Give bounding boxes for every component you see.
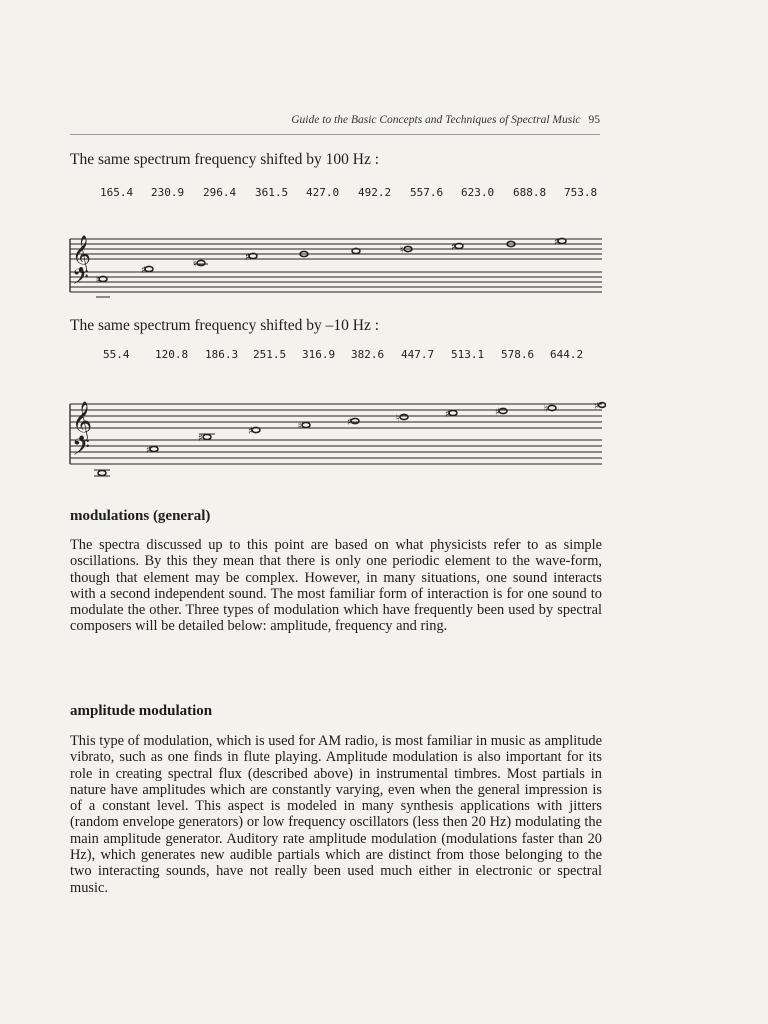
- frequency-value: 557.6: [410, 186, 444, 199]
- frequency-value: 623.0: [461, 186, 495, 199]
- natural-icon: ♮: [400, 245, 404, 256]
- frequency-value: 382.6: [351, 348, 385, 361]
- frequency-value: 427.0: [306, 186, 340, 199]
- paragraph-modulations: The spectra discussed up to this point are based on what physicists refer to as simple oscillations. By this they mean that there is only one periodic element to the wave-form, though that element may be complex. However, in many situations, one sound interacts with a second independent sound. The most familiar form of interaction is for one sound to modulate the other. Three types of modulation which have frequently been used by spectral composers will be detailed below: amplitude, frequency and ring.: [70, 537, 602, 635]
- example-2-heading: The same spectrum frequency shifted by –10 Hz :: [70, 317, 380, 334]
- bass-clef-icon: 𝄢: [72, 265, 89, 295]
- sharp-icon: ♯: [245, 252, 250, 263]
- natural-icon: ♮: [544, 404, 548, 415]
- sharp-icon: ♯: [451, 242, 456, 253]
- frequency-value: 55.4: [103, 348, 130, 361]
- frequency-value: 361.5: [255, 186, 289, 199]
- whole-note: [352, 248, 360, 253]
- whole-note: [400, 414, 408, 419]
- frequency-value: 492.2: [358, 186, 392, 199]
- example-1-heading: The same spectrum frequency shifted by 100 Hz :: [70, 151, 380, 168]
- sharp-icon: ♯: [554, 237, 559, 248]
- whole-note: [197, 260, 205, 265]
- frequency-value: 753.8: [564, 186, 598, 199]
- natural-icon: ♮: [96, 275, 100, 286]
- whole-note: [449, 410, 457, 415]
- frequency-value: 578.6: [501, 348, 535, 361]
- sharp-icon: ♯: [248, 426, 253, 437]
- frequency-value: 296.4: [203, 186, 237, 199]
- whole-note: [499, 408, 507, 413]
- treble-clef-icon: 𝄞: [72, 401, 93, 441]
- frequency-value: 447.7: [401, 348, 435, 361]
- sharp-icon: ♯: [445, 409, 450, 420]
- frequency-value: 688.8: [513, 186, 547, 199]
- section-heading-modulations: modulations (general): [70, 508, 211, 524]
- sharp-icon: ♯: [141, 265, 146, 276]
- whole-note: [548, 405, 556, 410]
- whole-note: [203, 434, 211, 439]
- natural-icon: ♮: [396, 413, 400, 424]
- sharp-icon: ♯: [594, 401, 599, 412]
- sharp-icon: ♯: [495, 407, 500, 418]
- sharp-icon: ♯: [198, 433, 203, 444]
- whole-note: [150, 446, 158, 451]
- whole-note: [252, 427, 260, 432]
- natural-icon: ♮: [298, 421, 302, 432]
- running-head: [70, 114, 600, 126]
- frequency-value: 513.1: [451, 348, 485, 361]
- whole-note: [351, 418, 359, 423]
- example-1-frequencies: [70, 186, 600, 200]
- grand-staff-example-2: [66, 392, 606, 478]
- whole-note: [99, 276, 107, 281]
- page-number: 95: [588, 114, 600, 126]
- frequency-value: 644.2: [550, 348, 584, 361]
- whole-note: [302, 422, 310, 427]
- frequency-value: 165.4: [100, 186, 134, 199]
- running-title: Guide to the Basic Concepts and Techniques of Spectral Music: [291, 114, 581, 126]
- frequency-value: 120.8: [155, 348, 189, 361]
- whole-note: [249, 253, 257, 258]
- frequency-value: 230.9: [151, 186, 185, 199]
- treble-clef-icon: 𝄞: [72, 234, 91, 272]
- header-rule: [70, 134, 600, 135]
- grand-staff-example-1: [66, 228, 606, 300]
- frequency-value: 251.5: [253, 348, 287, 361]
- sharp-icon: ♯: [146, 445, 151, 456]
- whole-note: [599, 403, 606, 408]
- natural-icon: ♮: [193, 259, 197, 270]
- whole-note: [558, 238, 566, 243]
- frequency-value: 186.3: [205, 348, 239, 361]
- section-heading-amplitude-modulation: amplitude modulation: [70, 703, 213, 719]
- frequency-value: 316.9: [302, 348, 336, 361]
- sharp-icon: ♯: [347, 417, 352, 428]
- whole-note: [145, 266, 153, 271]
- bass-clef-icon: 𝄢: [72, 433, 91, 466]
- example-2-frequencies: [70, 348, 600, 362]
- paragraph-amplitude-modulation: This type of modulation, which is used for AM radio, is most familiar in music as amplitude vibrato, such as one finds in flute playing. Amplitude modulation is also important for its role in creating spectral flux (described above) in instrumental timbres. Most partials in nature have amplitudes which are constantly varying, even when the general impression is of a constant level. This aspect is modeled in many synthesis applications with jitters (random envelope generators) or low frequency oscillators (less then 20 Hz) modulating the main amplitude generator. Auditory rate amplitude modulation (modulations faster than 20 Hz), which generates new audible partials which are distinct from those belonging to the two interacting sounds, have not really been used much either in electronic or spectral music.: [70, 733, 602, 896]
- whole-note: [98, 470, 106, 475]
- whole-note: [455, 243, 463, 248]
